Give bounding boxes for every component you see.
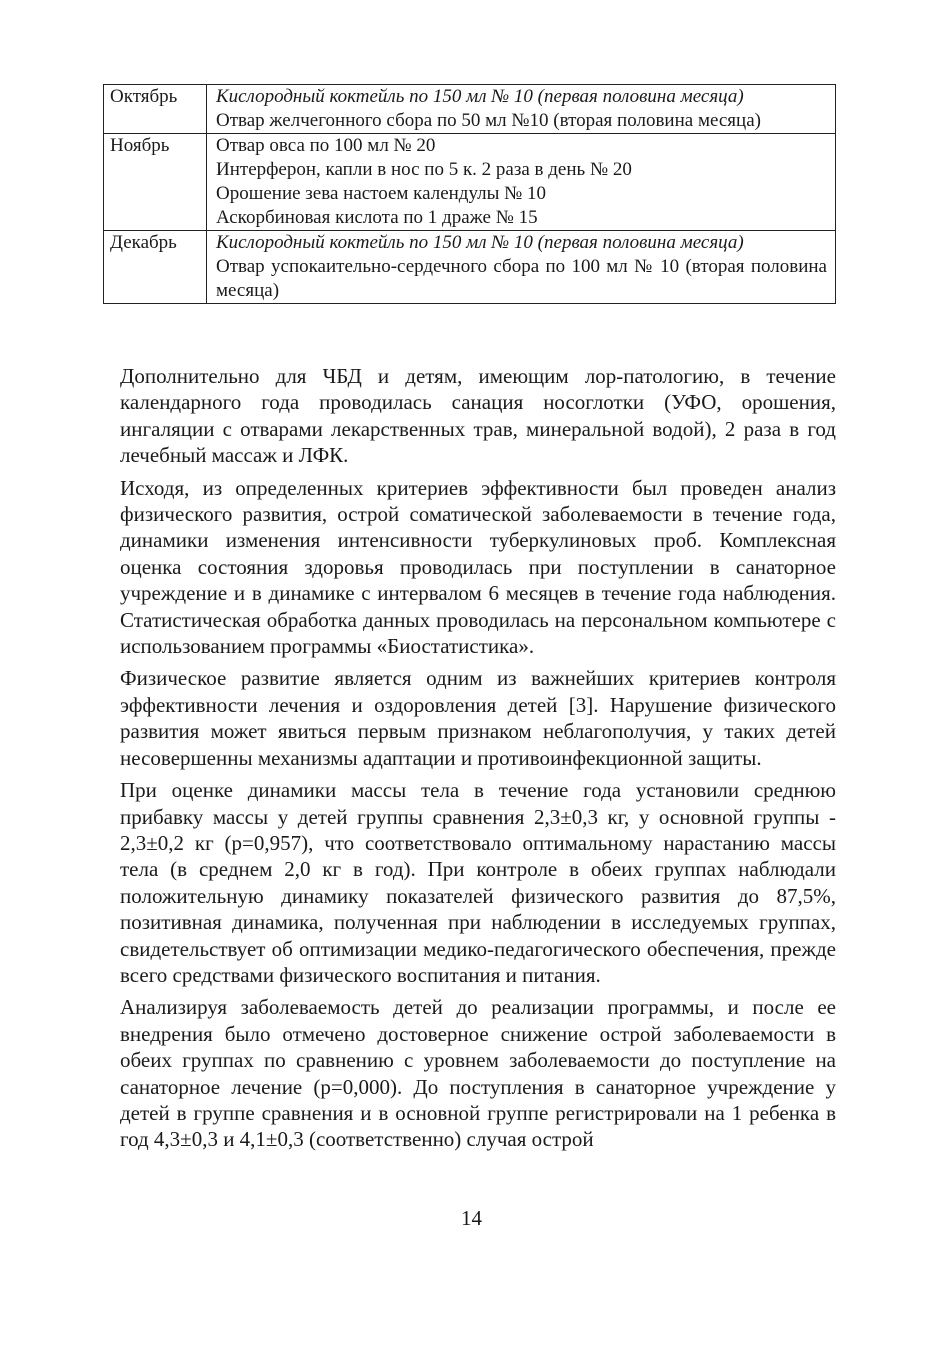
paragraph: Физическое развитие является одним из важнейших критериев контроля эффективности лечения и оздоровления детей [3]. Нарушение физического развития может явиться первым признаком неблагополучия, у таких детей несовершенны механизмы адаптации и противоинфекционной защиты.	[120, 666, 836, 770]
page-number: 14	[461, 1206, 482, 1230]
paragraph: Дополнительно для ЧБД и детям, имеющим лор-патологию, в течение календарного года проводилась санация носоглотки (УФО, орошения, ингаляции с отварами лекарственных трав, минеральной водой), 2 раза в год лечебный массаж и ЛФК.	[120, 364, 836, 468]
schedule-item: Отвар успокаительно-сердечного сбора по 100 мл № 10 (вторая половина месяца)	[216, 256, 827, 301]
month-cell: Ноябрь	[104, 134, 207, 231]
schedule-item: Отвар овса по 100 мл № 20	[216, 135, 436, 156]
items-cell	[207, 231, 836, 304]
schedule-item: Орошение зева настоем календулы № 10	[216, 183, 547, 204]
table-row-november	[104, 134, 836, 231]
schedule-item: Кислородный коктейль по 150 мл № 10 (первая половина месяца)	[216, 232, 744, 253]
schedule-item: Кислородный коктейль по 150 мл № 10 (первая половина месяца)	[216, 86, 744, 107]
schedule-item: Отвар желчегонного сбора по 50 мл №10 (вторая половина месяца)	[216, 110, 761, 131]
table-row-october	[104, 85, 836, 134]
items-cell	[207, 134, 836, 231]
items-cell	[207, 85, 836, 134]
body-text	[120, 363, 836, 1159]
schedule-item: Аскорбиновая кислота по 1 драже № 15	[216, 207, 538, 228]
month-cell: Октябрь	[104, 85, 207, 134]
schedule-item: Интерферон, капли в нос по 5 к. 2 раза в день № 20	[216, 159, 632, 180]
table-row-december	[104, 231, 836, 304]
paragraph: При оценке динамики массы тела в течение года установили среднюю прибавку массы у детей группы сравнения 2,3±0,3 кг, у основной группы - 2,3±0,2 кг (р=0,957), что соответствовало оптимальному нарастанию массы тела (в среднем 2,0 кг в год). При контроле в обеих группах наблюдали положительную динамику показателей физического развития до 87,5%, позитивная динамика, полученная при наблюдении в исследуемых группах, свидетельствует об оптимизации медико-педагогического обеспечения, прежде всего средствами физического воспитания и питания.	[120, 778, 836, 987]
treatment-schedule-table	[103, 84, 836, 304]
month-cell: Декабрь	[104, 231, 207, 304]
paragraph: Анализируя заболеваемость детей до реализации программы, и после ее внедрения было отмечено достоверное снижение острой заболеваемости в обеих группах по сравнению с уровнем заболеваемости до поступление на санаторное лечение (р=0,000). До поступления в санаторное учреждение у детей в группе сравнения и в основной группе регистрировали на 1 ребенка в год 4,3±0,3 и 4,1±0,3 (соответственно) случая острой	[120, 995, 836, 1152]
paragraph: Исходя, из определенных критериев эффективности был проведен анализ физического развития, острой соматической заболеваемости в течение года, динамики изменения интенсивности туберкулиновых проб. Комплексная оценка состояния здоровья проводилась при поступлении в санаторное учреждение и в динамике с интервалом 6 месяцев в течение года наблюдения. Статистическая обработка данных проводилась на персональном компьютере с использованием программы «Биостатистика».	[120, 475, 836, 659]
